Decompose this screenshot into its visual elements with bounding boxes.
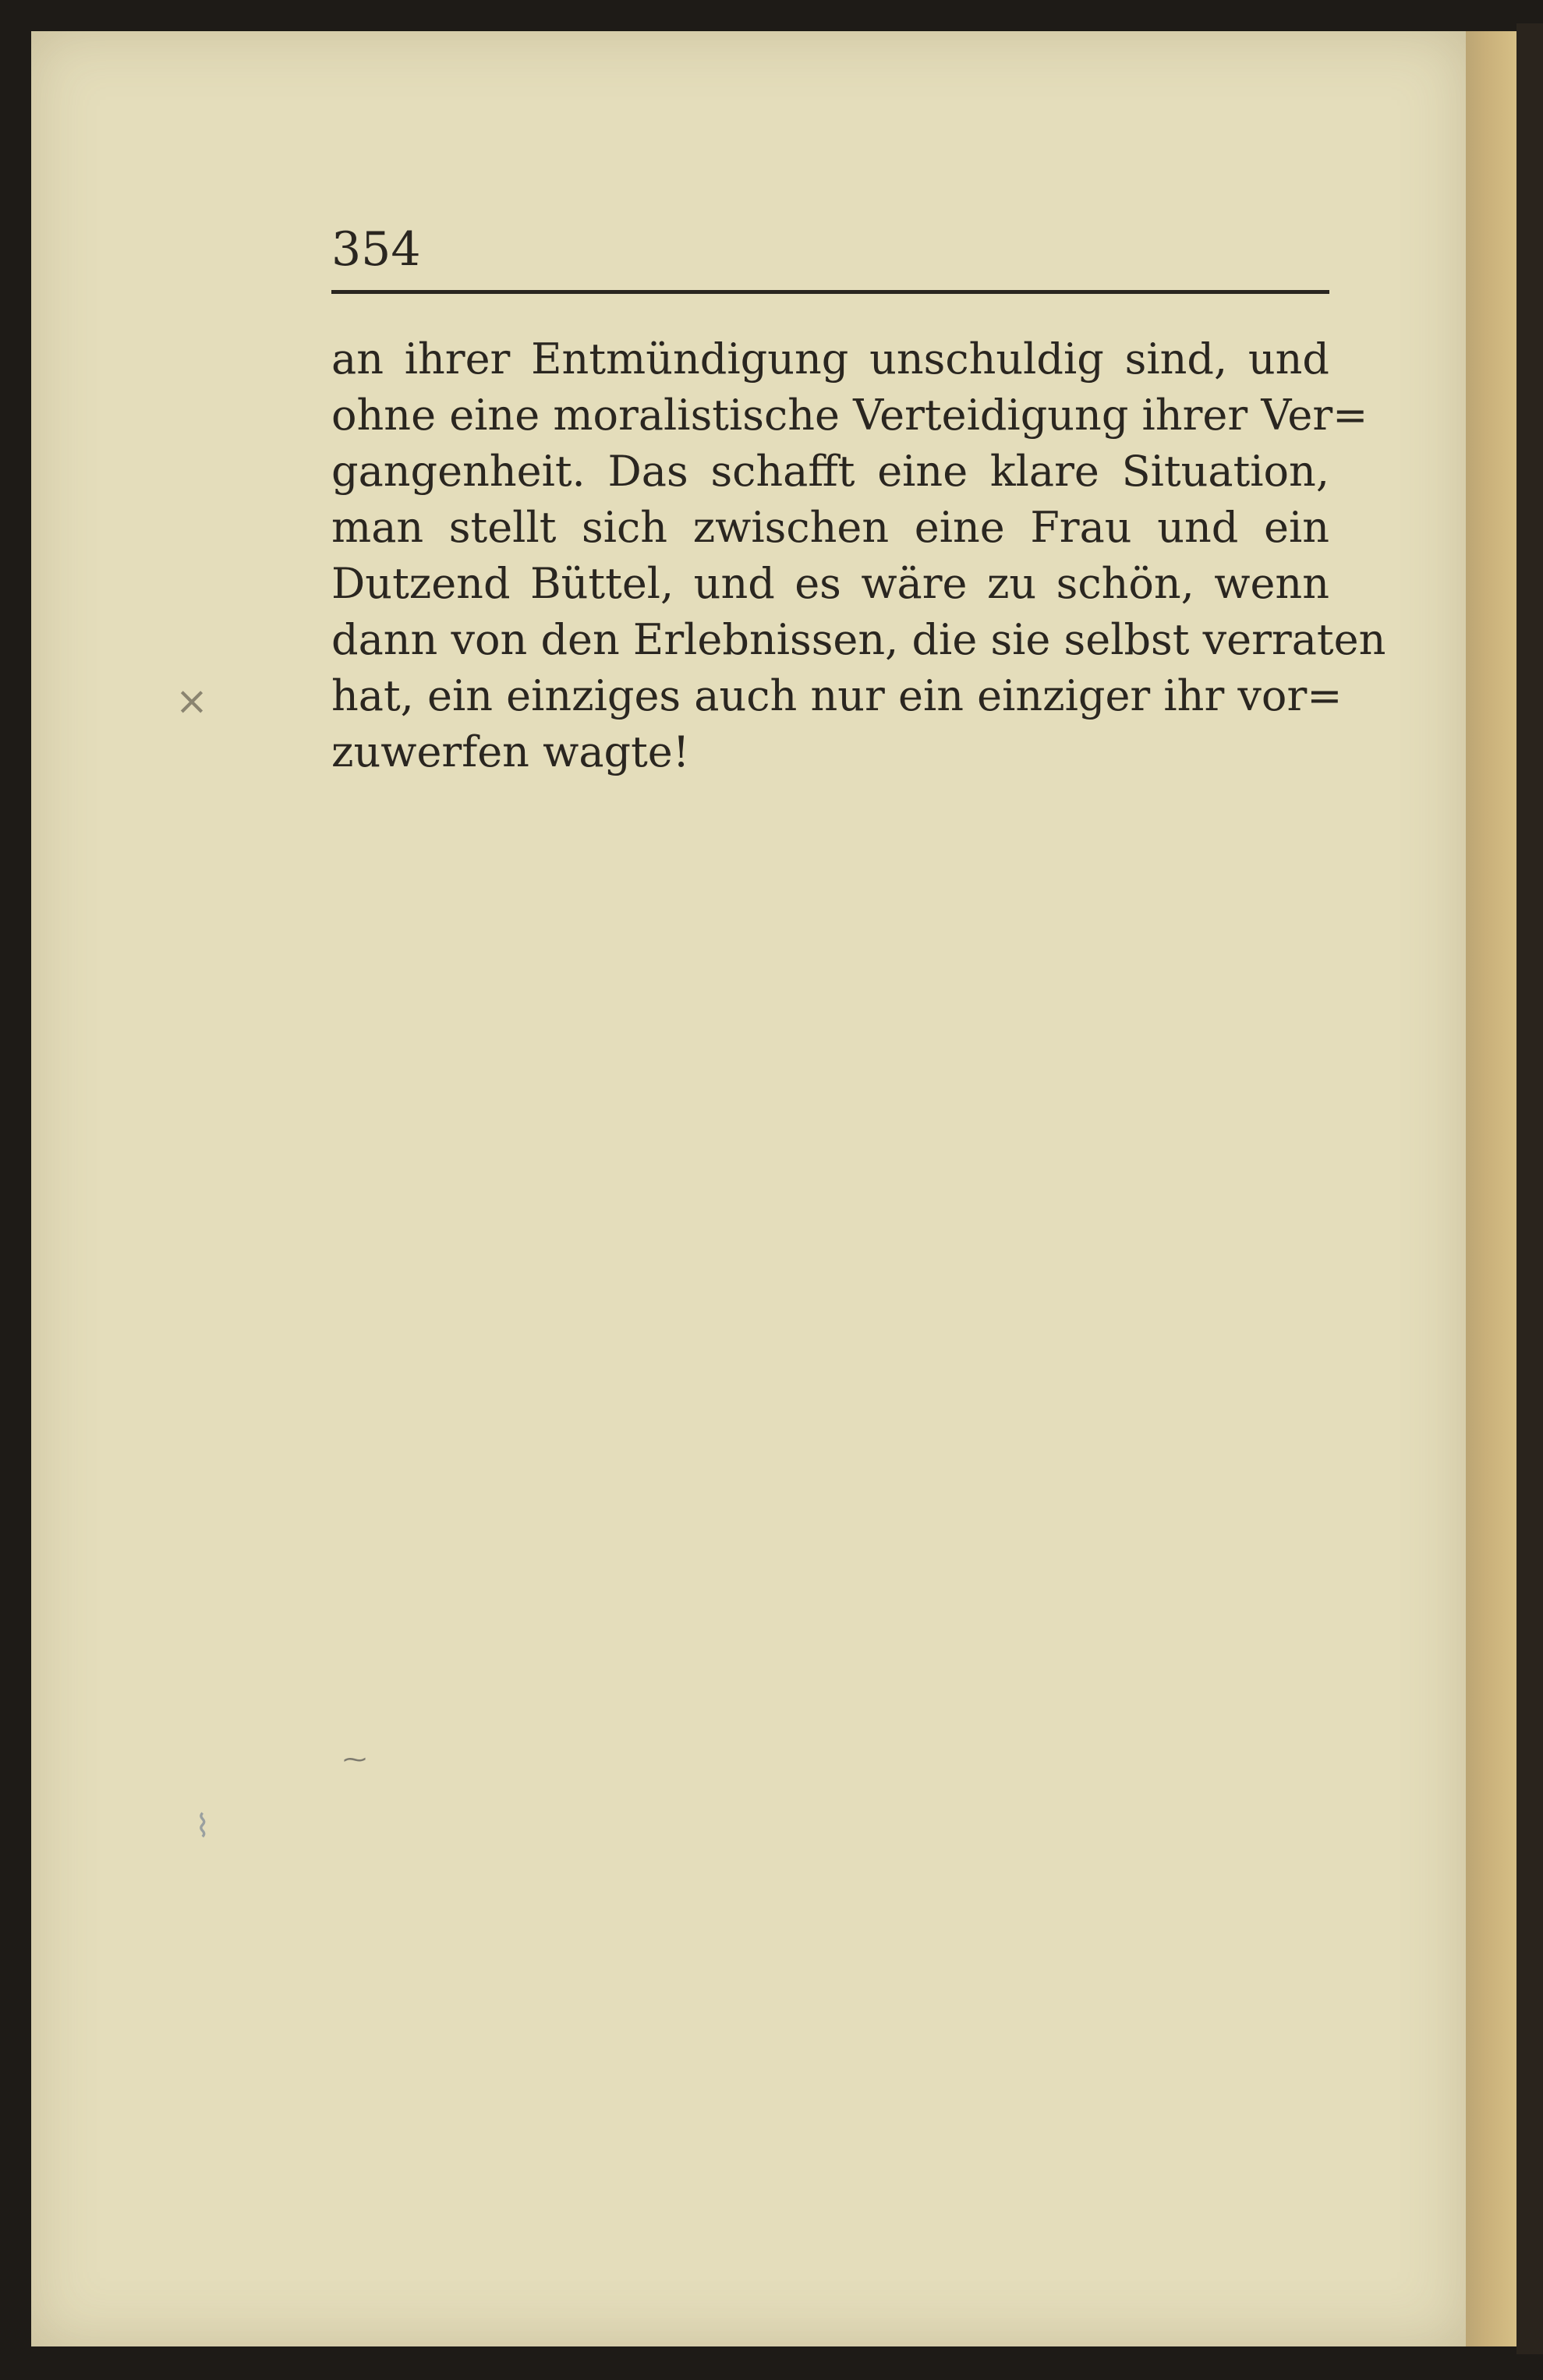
text-line: gangenheit. Das schafft eine klare Situation, <box>331 447 1329 496</box>
text-line: zuwerfen wagte! <box>331 727 690 776</box>
page-edge <box>1466 31 1516 2346</box>
header-rule <box>331 290 1329 294</box>
text-line: dann von den Erlebnissen, die sie selbst verraten <box>331 615 1386 664</box>
page-number: 354 <box>331 222 421 277</box>
text-line: hat, ein einziges auch nur ein einziger ihr vor= <box>331 671 1343 720</box>
body-paragraph <box>331 331 1386 780</box>
book-gutter-shadow <box>1516 23 1543 2354</box>
text-line: ohne eine moralistische Verteidigung ihrer Ver= <box>331 391 1368 440</box>
pencil-scribble-icon: ⁓ <box>343 1746 366 1774</box>
text-line: man stellt sich zwischen eine Frau und ein <box>331 503 1329 552</box>
text-line: Dutzend Büttel, und es wäre zu schön, wenn <box>331 559 1329 608</box>
pencil-mark-icon: × <box>175 678 208 723</box>
text-line: an ihrer Entmündigung unschuldig sind, und <box>331 334 1329 384</box>
pencil-squiggle-icon: ⌇ <box>195 1809 211 1844</box>
